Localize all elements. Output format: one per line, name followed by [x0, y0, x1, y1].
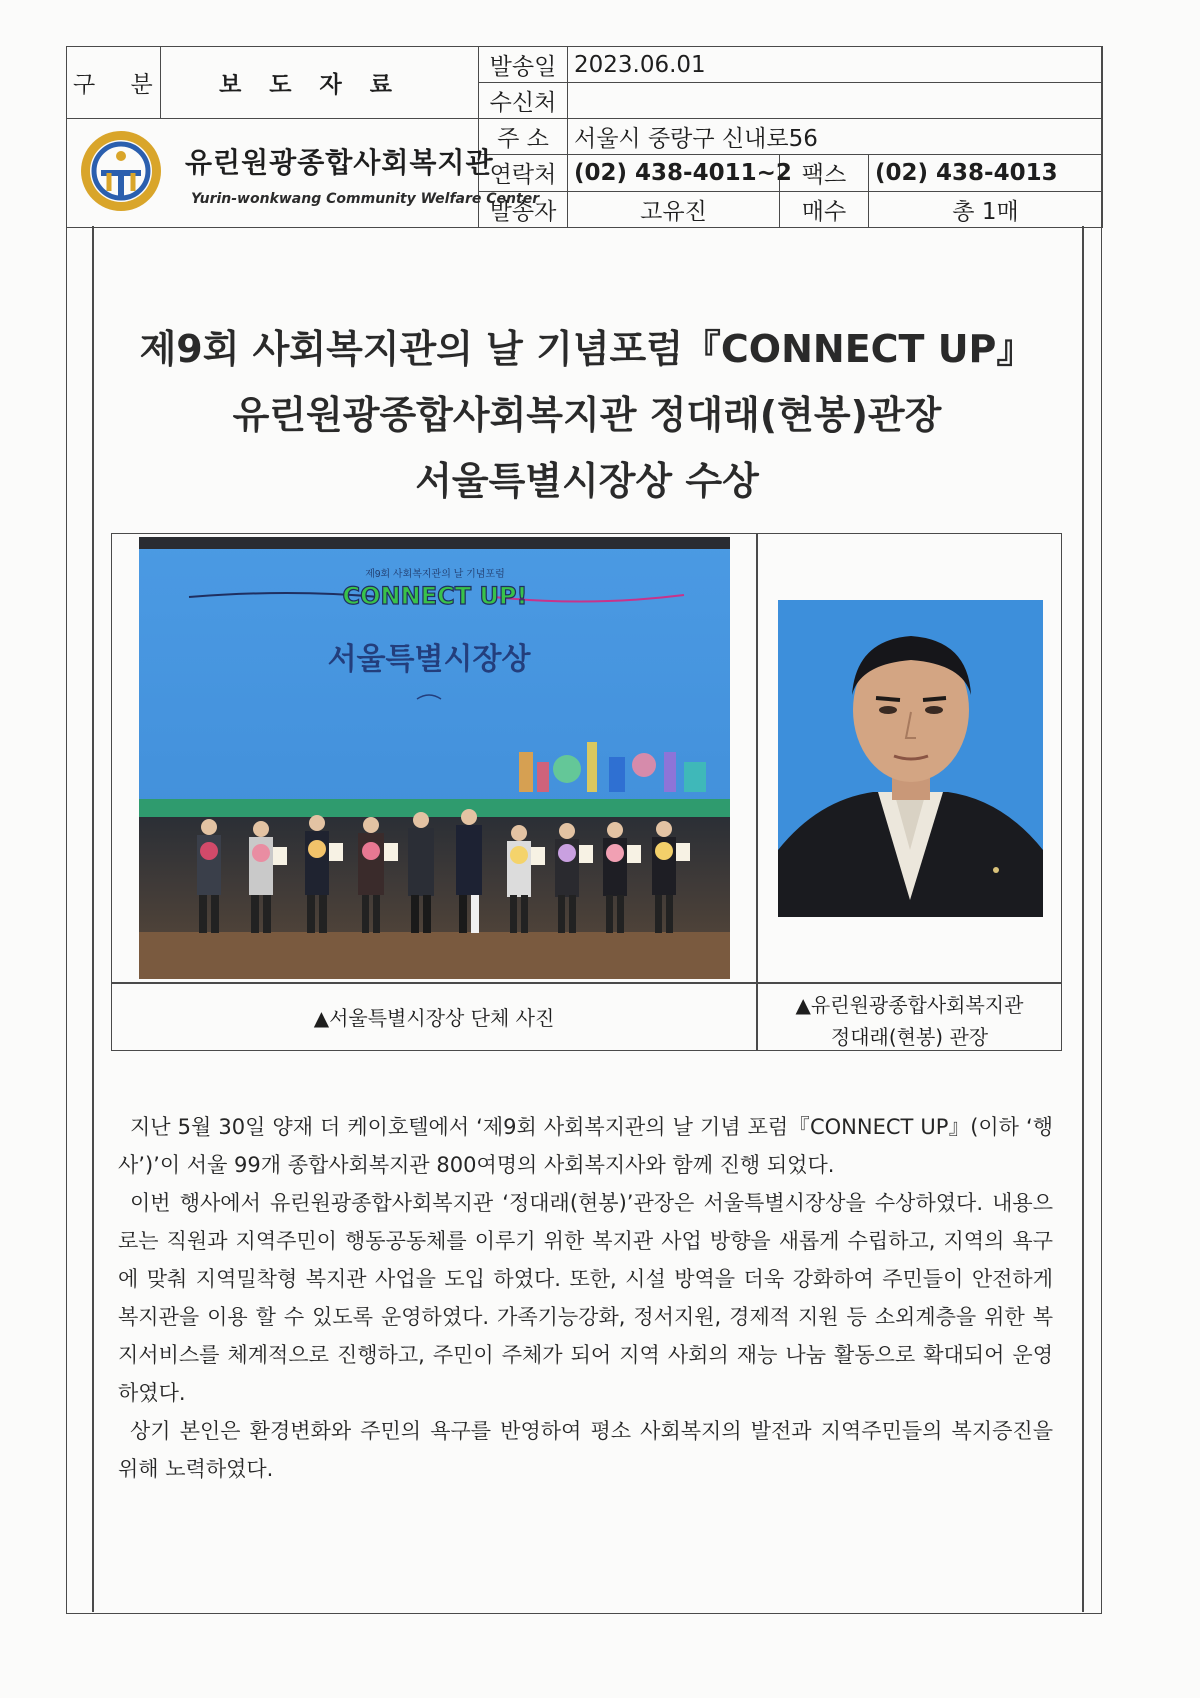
stage-banner-subtitle: 제9회 사회복지관의 날 기념포럼 — [365, 569, 505, 580]
pages-value: 총 1매 — [869, 191, 1103, 227]
address-value: 서울시 중랑구 신내로56 — [568, 119, 1103, 155]
recipient-value — [568, 83, 1103, 119]
photo-table — [111, 533, 1062, 1051]
stage-banner-award: 서울특별시장상 — [327, 642, 531, 677]
org-logo-icon — [79, 129, 163, 213]
sender-label: 발송자 — [479, 191, 568, 227]
portrait-caption — [758, 989, 1061, 1053]
inner-margin-line-right — [1082, 226, 1084, 1612]
org-name-en: Yurin-wonkwang Community Welfare Center — [191, 191, 540, 207]
fax-value: (02) 438-4013 — [869, 155, 1103, 191]
headline-line-3: 서울특별시장상 수상 — [415, 459, 759, 503]
press-release-header-table — [66, 46, 1103, 228]
fax-label: 팩스 — [780, 155, 869, 191]
photo-divider-horizontal — [112, 982, 1061, 984]
headline-line-2: 유린원광종합사회복지관 정대래(현봉)관장 — [232, 393, 942, 437]
body-paragraph-3: 상기 본인은 환경변화와 주민의 욕구를 반영하여 평소 사회복지의 발전과 지역주민들의 복지증진을 위해 노력하였다. — [118, 1419, 1053, 1481]
contact-value: (02) 438-4011~2 — [568, 155, 780, 191]
gubun-label: 구 분 — [67, 47, 161, 119]
stage-banner-logo: CONNECT UP! — [342, 582, 528, 610]
send-date-label: 발송일 — [479, 47, 568, 83]
photo-divider-vertical — [756, 534, 758, 1050]
body-paragraph-1: 지난 5월 30일 양재 더 케이호텔에서 ‘제9회 사회복지관의 날 기념 포럼『CONNECT UP』(이하 ‘행사’)’이 서울 99개 종합사회복지관 800여명의 사회복지사와 함께 진행 되었다. — [118, 1115, 1053, 1177]
portrait-caption-line-1: ▲유린원광종합사회복지관 — [795, 993, 1024, 1017]
recipient-label: 수신처 — [479, 83, 568, 119]
group-award-photo — [139, 537, 730, 979]
group-photo-caption: ▲서울특별시장상 단체 사진 — [313, 1006, 555, 1030]
press-release-body — [118, 1108, 1053, 1488]
sender-value: 고유진 — [568, 191, 780, 227]
pages-label: 매수 — [780, 191, 869, 227]
contact-label: 연락처 — [479, 155, 568, 191]
headline-line-1: 제9회 사회복지관의 날 기념포럼『CONNECT UP』 — [139, 327, 1035, 371]
doc-type-title: 보도자료 — [161, 47, 479, 119]
body-paragraph-2: 이번 행사에서 유린원광종합사회복지관 ‘정대래(현봉)’관장은 서울특별시장상을 수상하였다. 내용으로는 직원과 지역주민이 행동공동체를 이루기 위한 복지관 사업 방향을 새롭게 수립하고, 지역의 욕구에 맞춰 지역밀착형 복지관 사업을 도입 하였다. 또한, 시설 방역을 더욱 강화하여 주민들이 안전하게 복지관을 이용 할 수 있도록 운영하였다. 가족기능강화, 정서지원, 경제적 지원 등 소외계층을 위한 복지서비스를 체계적으로 진행하고, 주민이 주체가 되어 지역 사회의 재능 나눔 활동으로 확대되어 운영 하였다. — [118, 1191, 1053, 1405]
address-label: 주 소 — [479, 119, 568, 155]
portrait-caption-line-2: 정대래(현봉) 관장 — [830, 1025, 989, 1049]
org-name-ko: 유린원광종합사회복지관 — [185, 146, 494, 179]
director-portrait-photo — [778, 600, 1043, 917]
send-date-value: 2023.06.01 — [568, 47, 1103, 83]
